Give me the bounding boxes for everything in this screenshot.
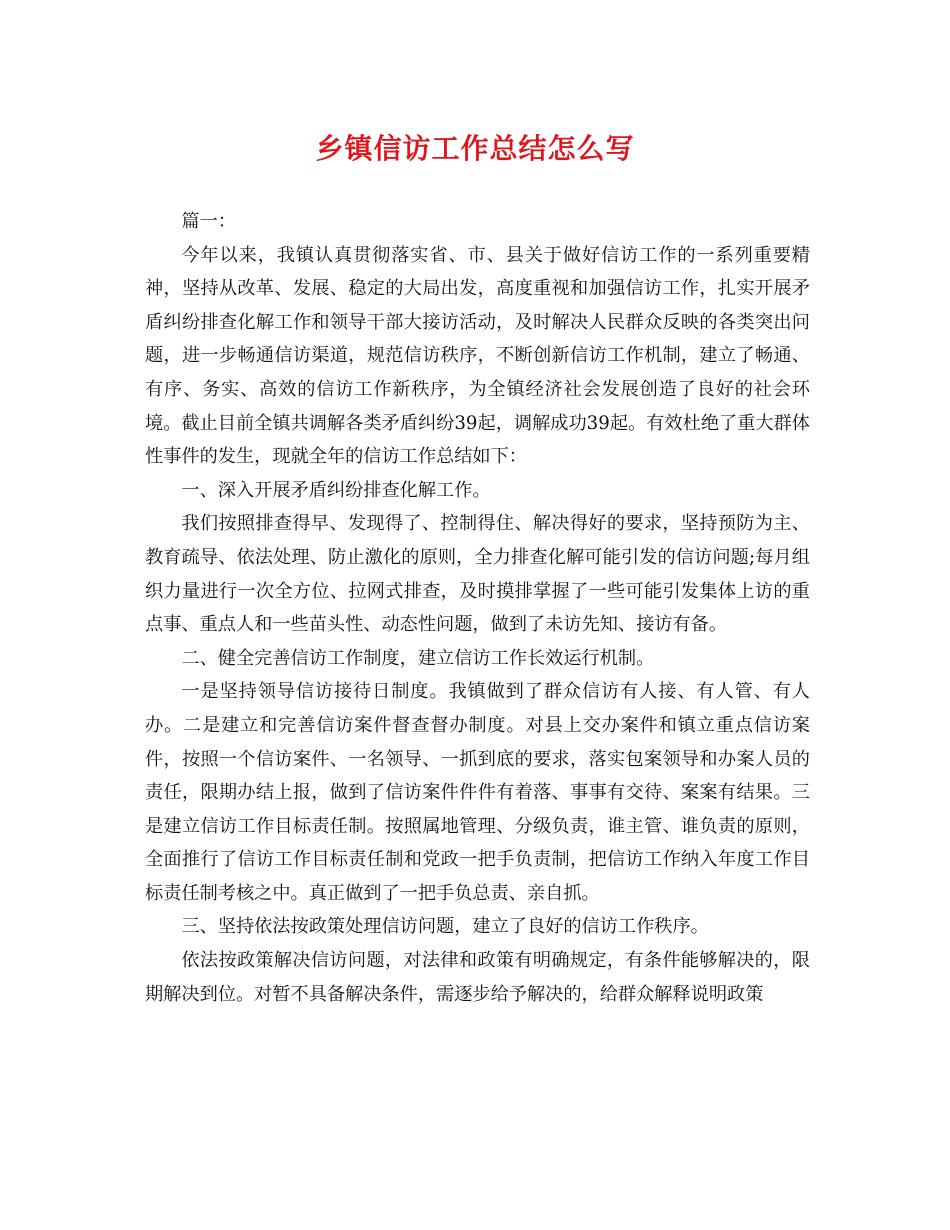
paragraph-heading-part-one: 篇一： [181,211,236,232]
paragraph-section-3: 依法按政策解决信访问题，对法律和政策有明确规定，有条件能够解决的，限期解决到位。对暂不具备解决条件，需逐步给予解决的，给群众解释说明政策 [145,950,810,1005]
paragraph-intro: 今年以来，我镇认真贯彻落实省、市、县关于做好信访工作的一系列重要精神，坚持从改革、发展、稳定的大局出发，高度重视和加强信访工作，扎实开展矛盾纠纷排查化解工作和领导干部大接访活动，及时解决人民群众反映的各类突出问题，进一步畅通信访渠道，规范信访秩序，不断创新信访工作机制，建立了畅通、有序、务实、高效的信访工作新秩序，为全镇经济社会发展创造了良好的社会环境。截止目前全镇共调解各类矛盾纠纷39起，调解成功39起。有效杜绝了重大群体性事件的发生，现就全年的信访工作总结如下： [145,244,810,468]
document-body [145,205,810,1011]
section-heading-2: 二、健全完善信访工作制度，建立信访工作长效运行机制。 [181,647,655,669]
paragraph-section-2: 一是坚持领导信访接待日制度。我镇做到了群众信访有人接、有人管、有人办。二是建立和完善信访案件督查督办制度。对县上交办案件和镇立重点信访案件，按照一个信访案件、一名领导、一抓到底的要求，落实包案领导和办案人员的责任，限期办结上报，做到了信访案件件件有着落、事事有交待、案案有结果。三是建立信访工作目标责任制。按照属地管理、分级负责，谁主管、谁负责的原则，全面推行了信访工作目标责任制和党政一把手负责制，把信访工作纳入年度工作目标责任制考核之中。真正做到了一把手负总责、亲自抓。 [145,681,810,904]
document-title: 乡镇信访工作总结怎么写 [315,132,635,165]
section-heading-3: 三、坚持依法按政策处理信访问题，建立了良好的信访工作秩序。 [181,916,709,938]
paragraph-section-1: 我们按照排查得早、发现得了、控制得住、解决得好的要求，坚持预防为主、教育疏导、依法处理、防止激化的原则，全力排查化解可能引发的信访问题;每月组织力量进行一次全方位、拉网式排查，及时摸排掌握了一些可能引发集体上访的重点事、重点人和一些苗头性、动态性问题，做到了未访先知、接访有备。 [145,513,810,636]
section-heading-1: 一、深入开展矛盾纠纷排查化解工作。 [181,479,491,501]
